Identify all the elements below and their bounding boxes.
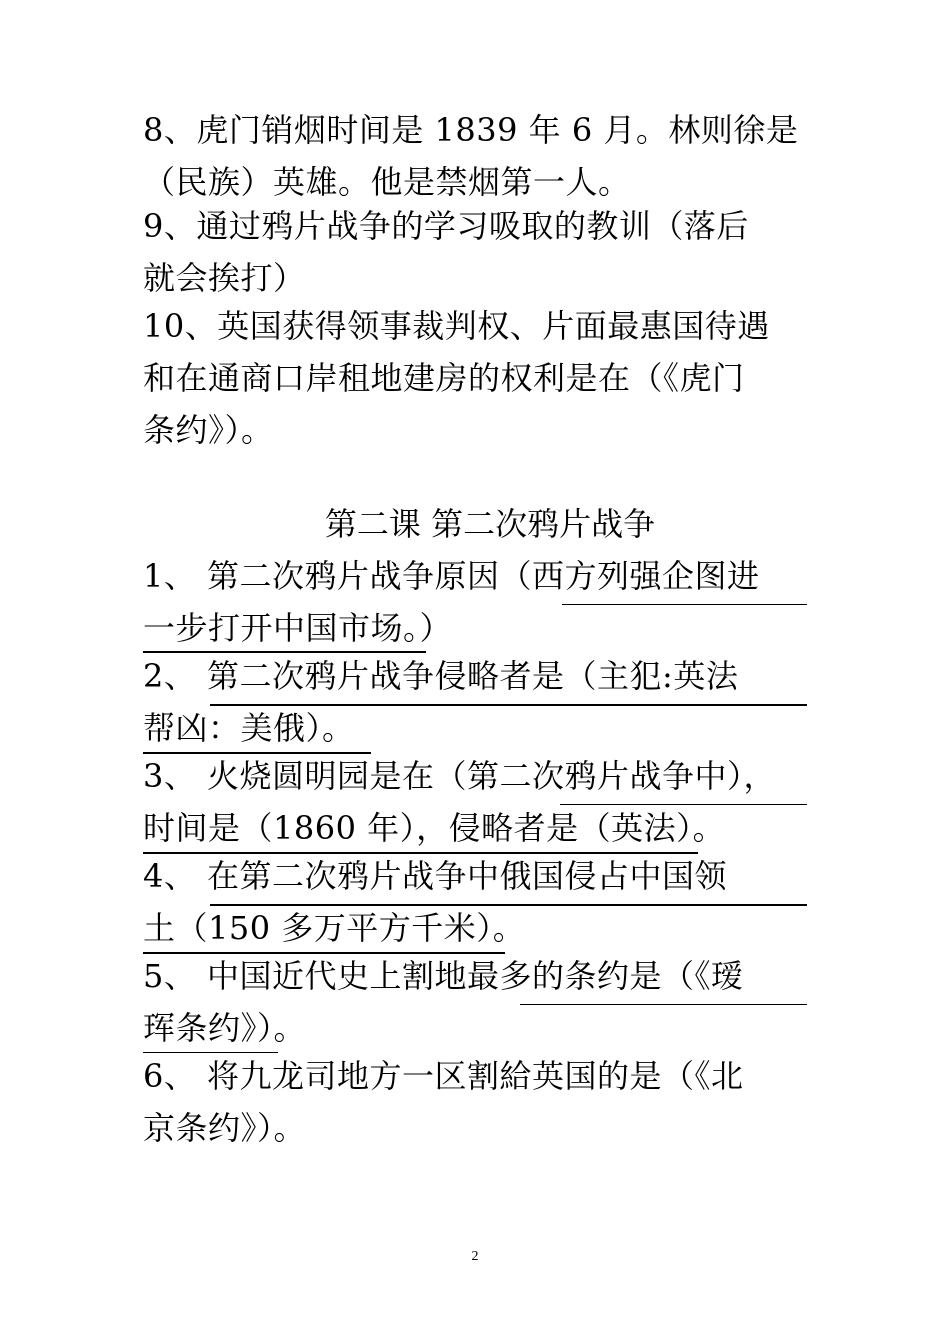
- text-line: 2、 第二次鸦片战争侵略者是（主犯:英法: [143, 657, 739, 695]
- lesson-title: 第二课 第二次鸦片战争: [324, 505, 656, 543]
- text-line: 土（150 多万平方千米）。: [143, 909, 526, 947]
- text-line: 9、通过鸦片战争的学习吸取的教训（落后: [143, 207, 749, 245]
- text-line: 1、 第二次鸦片战争原因（西方列强企图进: [143, 557, 760, 595]
- text-line: 条约》）。: [143, 411, 274, 449]
- text-line: 就会挨打）: [143, 259, 306, 297]
- page-number: 2: [471, 1249, 479, 1264]
- text-line: 10、英国获得领事裁判权、片面最惠国待遇: [143, 307, 770, 345]
- text-line: 珲条约》）。: [143, 1009, 307, 1047]
- text-line: 8、虎门销烟时间是 1839 年 6 月。林则徐是: [143, 111, 799, 149]
- text-line: 帮凶：美俄）。: [143, 709, 355, 747]
- list-item-4: [143, 850, 813, 954]
- underline-rule: [143, 952, 505, 954]
- paragraph-10: [143, 300, 813, 456]
- paragraph-8: [143, 104, 813, 208]
- text-line: 一步打开中国市场。）: [143, 609, 453, 647]
- underline-rule: [143, 752, 371, 754]
- underline-rule: [560, 804, 807, 805]
- underline-rule: [562, 604, 807, 605]
- list-item-3: [143, 750, 813, 854]
- text-line: 和在通商口岸租地建房的权利是在（《虎门: [143, 359, 745, 397]
- list-item-6: [143, 1050, 813, 1154]
- list-item-2: [143, 650, 813, 754]
- underline-rule: [143, 1052, 278, 1053]
- text-line: 3、 火烧圆明园是在（第二次鸦片战争中），: [143, 757, 777, 795]
- text-line: 时间是（1860 年），侵略者是（英法）。: [143, 809, 726, 847]
- text-line: 6、 将九龙司地方一区割給英国的是（《北: [143, 1057, 744, 1095]
- text-line: 京条约》）。: [143, 1109, 307, 1147]
- text-line: 5、 中国近代史上割地最多的条约是（《瑷: [143, 957, 744, 995]
- underline-rule: [143, 852, 698, 854]
- list-item-5: [143, 950, 813, 1054]
- text-line: 4、 在第二次鸦片战争中俄国侵占中国领: [143, 857, 728, 895]
- underline-rule: [520, 1004, 807, 1005]
- text-line: （民族）英雄。他是禁烟第一人。: [143, 163, 631, 201]
- paragraph-9: [143, 200, 813, 304]
- underline-rule: [143, 651, 426, 653]
- list-item-1: [143, 550, 813, 654]
- underline-rule: [210, 704, 807, 706]
- underline-rule: [210, 904, 807, 906]
